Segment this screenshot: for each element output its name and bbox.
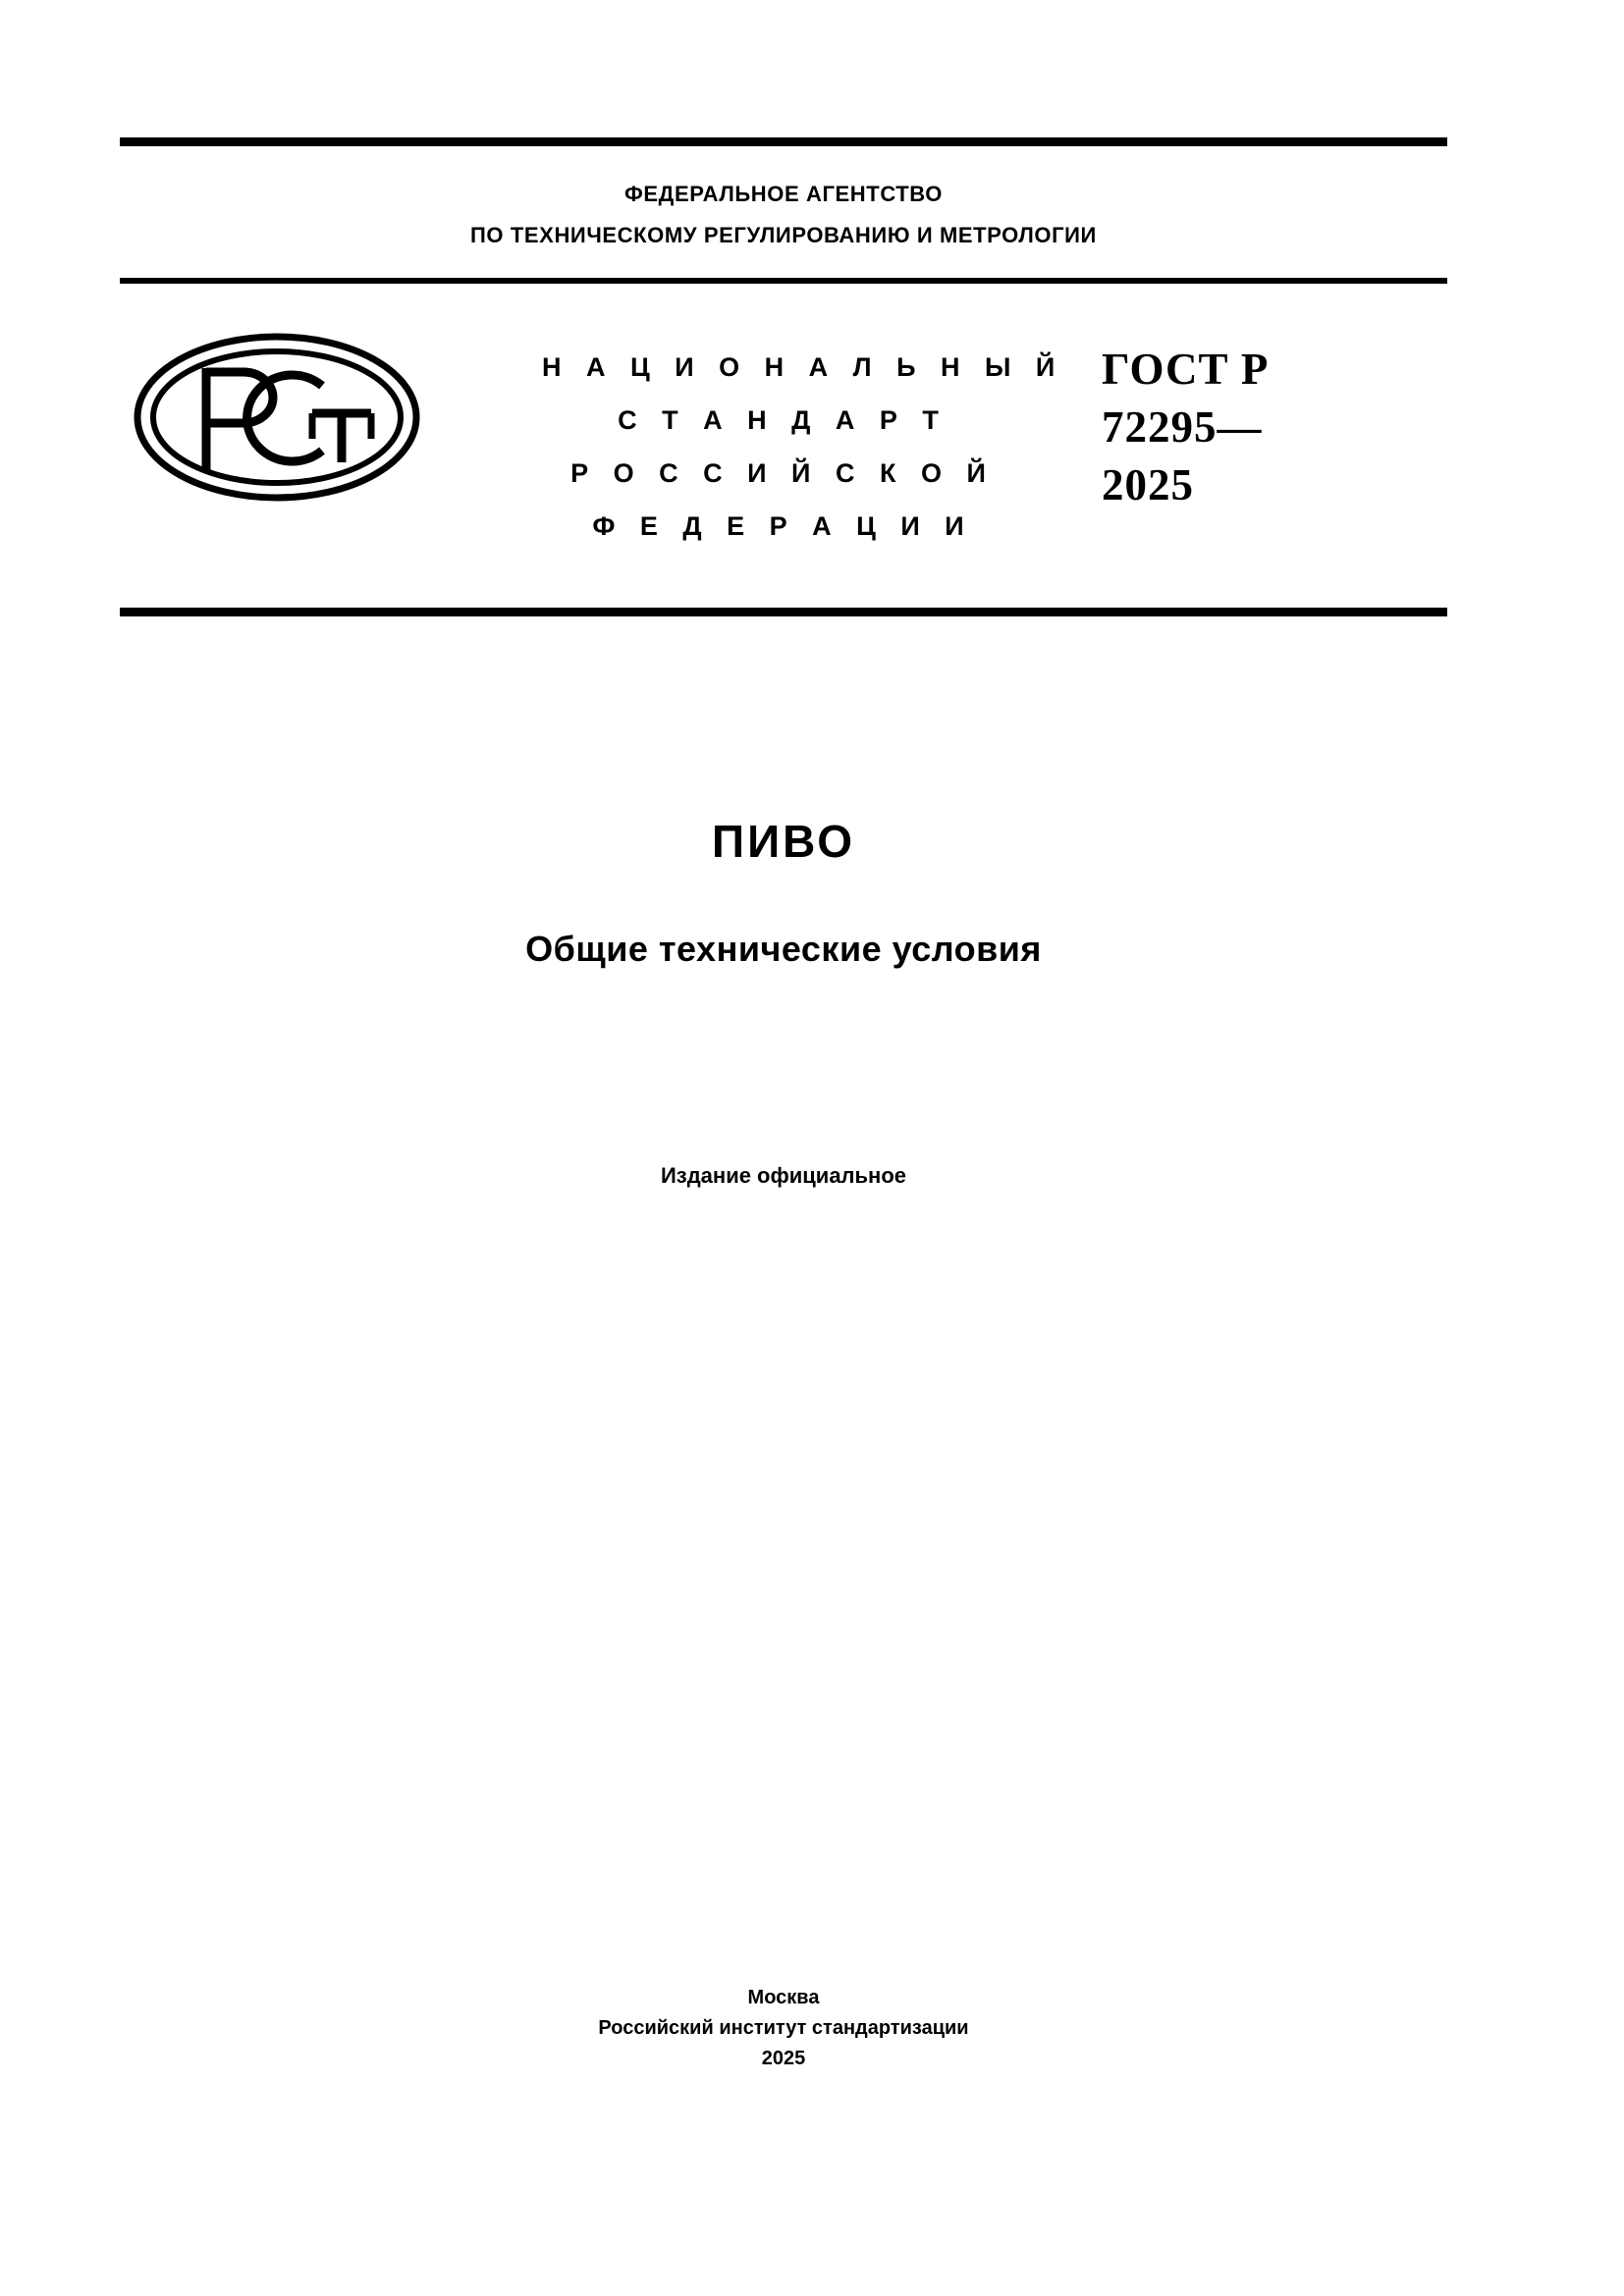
standard-label-line-3: Р О С С И Й С К О Й xyxy=(570,457,995,488)
standard-identity-row xyxy=(120,284,1447,608)
bottom-rule xyxy=(120,608,1447,616)
standard-label-line-4: Ф Е Д Е Р А Ц И И xyxy=(592,510,973,541)
standard-label xyxy=(542,341,1064,553)
imprint-year: 2025 xyxy=(761,2048,806,2069)
imprint-publisher: Российский институт стандартизации xyxy=(598,2017,969,2039)
designation-line-2: 72295— xyxy=(1102,401,1263,452)
title-block xyxy=(120,815,1447,970)
agency-line-2: ПО ТЕХНИЧЕСКОМУ РЕГУЛИРОВАНИЮ И МЕТРОЛОГИИ xyxy=(470,222,1097,247)
rst-gost-emblem-icon xyxy=(130,329,424,506)
edition-note: Издание официальное xyxy=(660,1163,907,1188)
standard-designation xyxy=(1102,341,1426,515)
page-subtitle: Общие технические условия xyxy=(525,929,1042,969)
imprint-block xyxy=(120,1983,1447,2074)
imprint-city: Москва xyxy=(747,1987,820,2008)
top-rule xyxy=(120,137,1447,146)
agency-heading xyxy=(120,146,1447,278)
page-title: ПИВО xyxy=(712,816,855,867)
header-block xyxy=(120,137,1447,616)
agency-line-1: ФЕДЕРАЛЬНОЕ АГЕНТСТВО xyxy=(624,182,943,206)
standard-label-line-1: Н А Ц И О Н А Л Ь Н Ы Й xyxy=(542,351,1064,382)
designation-line-1: ГОСТ Р xyxy=(1102,344,1270,394)
standard-label-line-2: С Т А Н Д А Р Т xyxy=(618,404,947,435)
designation-line-3: 2025 xyxy=(1102,460,1194,510)
